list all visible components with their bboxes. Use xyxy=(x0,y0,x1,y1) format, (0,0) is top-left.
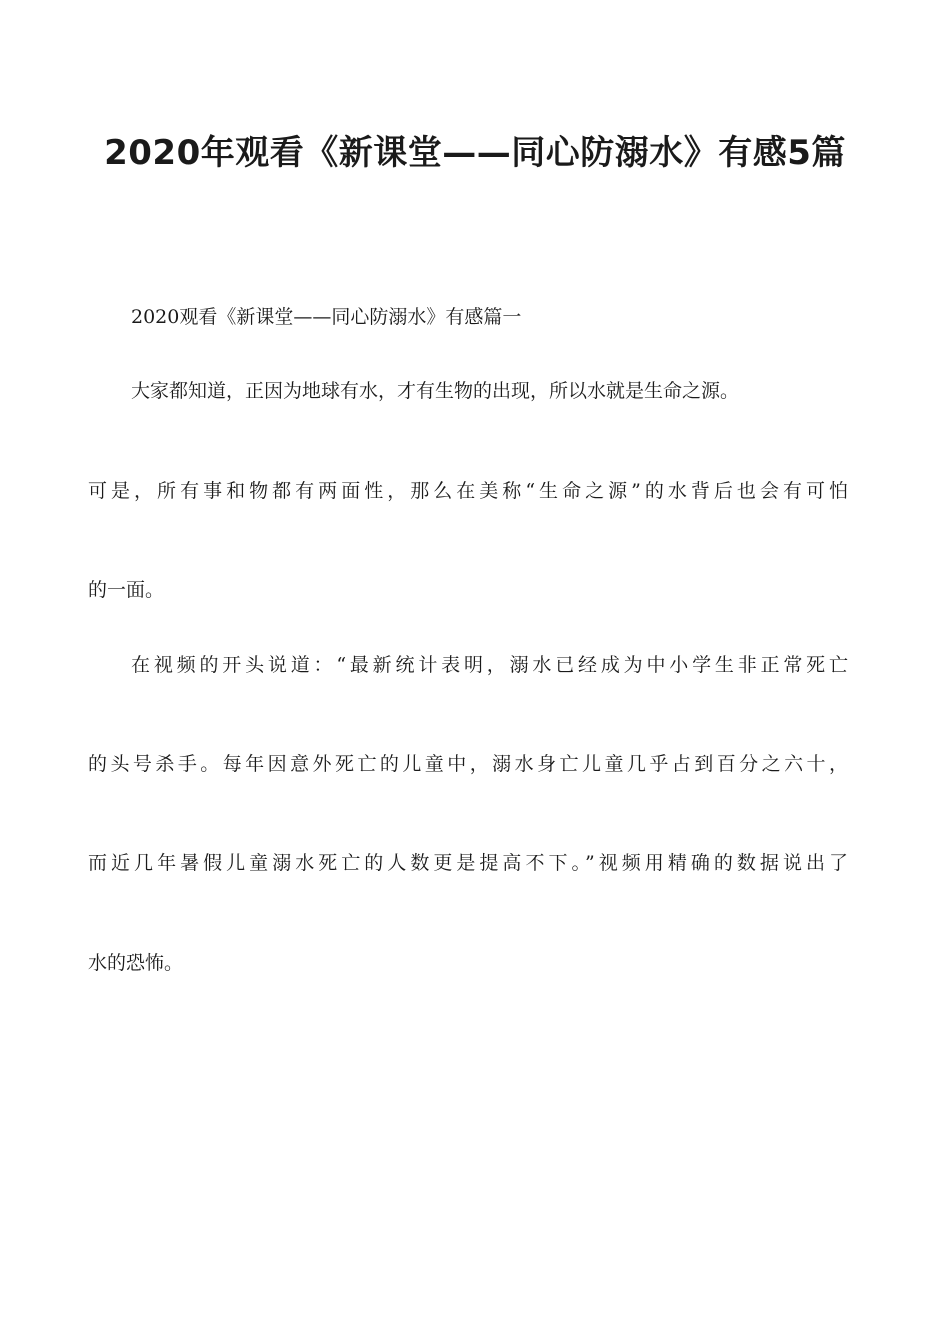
paragraph-1-line-3: 的一面。 xyxy=(88,579,165,601)
paragraph-2-line-3: 而近几年暑假儿童溺水死亡的人数更是提高不下。”视频用精确的数据说出了 xyxy=(88,852,848,874)
document-title: 2020年观看《新课堂——同心防溺水》有感5篇 xyxy=(104,133,846,173)
paragraph-2-line-1: 在视频的开头说道：“最新统计表明，溺水已经成为中小学生非正常死亡 xyxy=(131,654,848,676)
paragraph-1-line-2: 可是，所有事和物都有两面性，那么在美称“生命之源”的水背后也会有可怕 xyxy=(88,480,848,502)
paragraph-1-line-1: 大家都知道，正因为地球有水，才有生物的出现，所以水就是生命之源。 xyxy=(131,380,740,402)
paragraph-2-line-2: 的头号杀手。每年因意外死亡的儿童中，溺水身亡儿童几乎占到百分之六十， xyxy=(88,753,848,775)
section-heading: 2020观看《新课堂——同心防溺水》有感篇一 xyxy=(131,306,522,328)
paragraph-2-line-4: 水的恐怖。 xyxy=(88,952,184,974)
